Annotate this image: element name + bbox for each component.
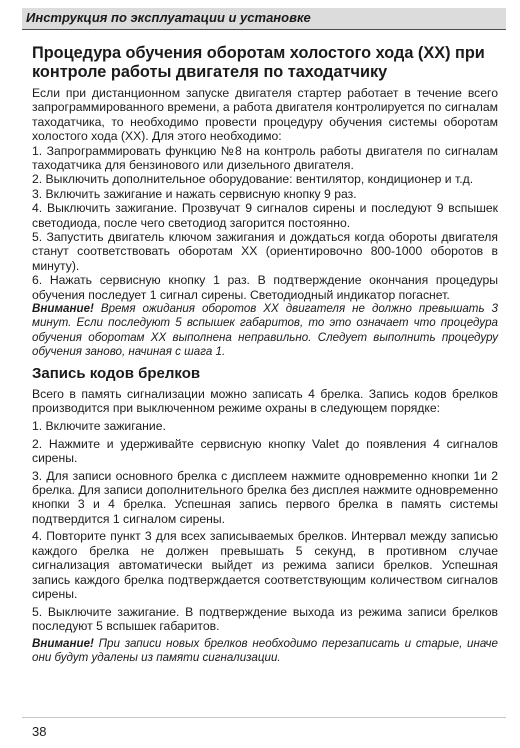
list-item: 2. Нажмите и удерживайте сервисную кнопку Valet до появления 4 сигналов сирены. bbox=[32, 436, 498, 465]
list-item: 4. Повторите пункт 3 для всех записываемых брелков. Интервал между записью каждого брелка не должен превышать 5 секунд, в противном случае сигнализация автоматически выйдет из режима записи брелков. Успешная запись каждого брелка подтверждается соответствующим количеством сигналов сирены. bbox=[32, 529, 498, 601]
section-body-key-fob-programming bbox=[32, 387, 498, 665]
list-item: 3. Включить зажигание и нажать сервисную кнопку 9 раз. bbox=[32, 186, 357, 201]
page-number: 38 bbox=[32, 724, 47, 739]
page-content bbox=[32, 44, 498, 668]
paragraph-intro: Если при дистанционном запуске двигателя стартер работает в течение всего запрограммированного времени, а работа двигателя контролируется по сигналам таходатчика, то необходимо провести процедуру обучения системы оборотам холостого хода (ХХ). Для этого необходимо: bbox=[32, 86, 498, 144]
warning-text: При записи новых брелков необходимо перезаписать и старые, иначе они будут удалены из памяти сигнализации. bbox=[32, 636, 498, 664]
warning-label: Внимание! bbox=[32, 302, 94, 316]
section-body-idle-learning bbox=[32, 86, 498, 359]
list-item: 1. Запрограммировать функцию №8 на контроль работы двигателя по сигналам таходатчика для бензинового или дизельного двигателя. bbox=[32, 143, 498, 173]
warning-note bbox=[32, 302, 498, 359]
warning-text: Время ожидания оборотов ХХ двигателя не должно превышать 3 минут. Если последуют 5 вспышек габаритов, то это означает что процедура обучения оборотам ХХ выполнена неправильно. Следует выполнить процедуру обучения заново, начиная с шага 1. bbox=[32, 302, 498, 358]
running-header-title: Инструкция по эксплуатации и установке bbox=[26, 10, 311, 25]
list-item: 2. Выключить дополнительное оборудование: вентилятор, кондиционер и т.д. bbox=[32, 172, 474, 187]
list-item: 6. Нажать сервисную кнопку 1 раз. В подтверждение окончания процедуры обучения последует 1 сигнал сирены. Светодиодный индикатор погаснет. bbox=[32, 273, 498, 302]
paragraph-intro: Всего в память сигнализации можно записать 4 брелка. Запись кодов брелков производится при выключенном режиме охраны в следующем порядке: bbox=[32, 386, 498, 416]
warning-note bbox=[32, 637, 498, 665]
list-item: 1. Включите зажигание. bbox=[32, 418, 166, 433]
section-title-idle-learning: Процедура обучения оборотам холостого хода (ХХ) при контроле работы двигателя по таходатчику bbox=[32, 44, 485, 81]
list-item: 4. Выключить зажигание. Прозвучат 9 сигналов сирены и последуют 9 вспышек светодиода, после чего светодиод загорится постоянно. bbox=[32, 201, 498, 230]
footer-divider bbox=[22, 717, 506, 718]
list-item: 3. Для записи основного брелка с дисплеем нажмите одновременно кнопки 1и 2 брелка. Для записи дополнительного брелка без дисплея нажмите одновременно кнопки 3 и 4 брелка. Успешная запись первого брелка в память системы подтвердится 1 сигналом сирены. bbox=[32, 468, 498, 526]
list-item: 5. Запустить двигатель ключом зажигания и дождаться когда обороты двигателя станут соответствовать оборотам ХХ (ориентировочно 800-1000 оборотов в минуту). bbox=[32, 230, 498, 273]
list-item: 5. Выключите зажигание. В подтверждение выхода из режима записи брелков последуют 5 вспышек габаритов. bbox=[32, 604, 498, 633]
running-header bbox=[22, 8, 506, 30]
warning-label: Внимание! bbox=[32, 636, 94, 650]
section-title-key-fob-programming: Запись кодов брелков bbox=[32, 364, 201, 382]
